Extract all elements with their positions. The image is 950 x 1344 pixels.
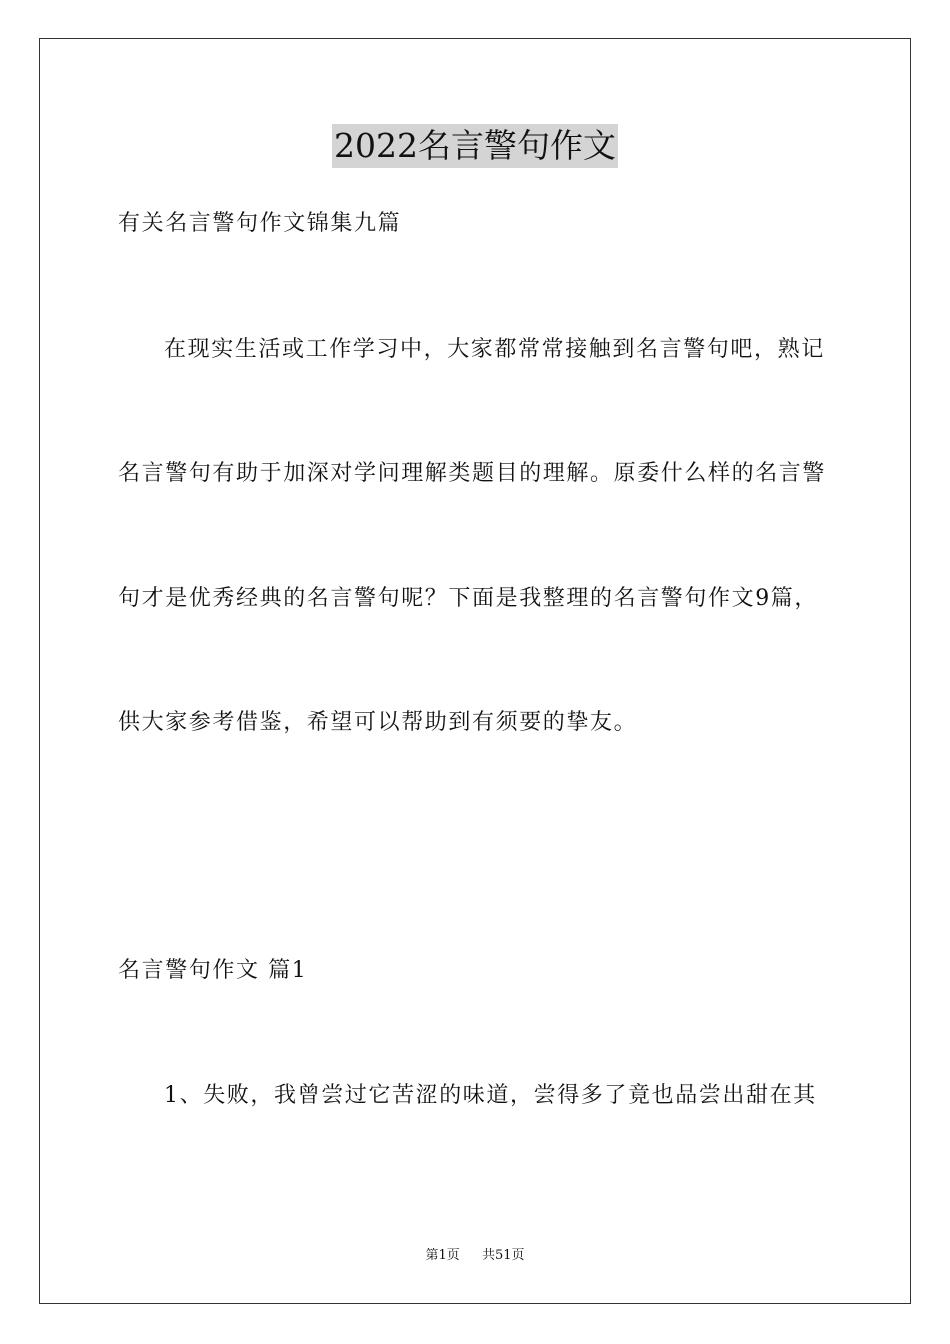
document-subtitle: 有关名言警句作文锦集九篇 [118,211,402,236]
title-container [0,124,950,168]
intro-line-3: 句才是优秀经典的名言警句呢？下面是我整理的名言警句作文9篇， [118,586,818,611]
intro-line-1: 在现实生活或工作学习中，大家都常常接触到名言警句吧，熟记 [164,337,825,362]
intro-line-2: 名言警句有助于加深对学问理解类题目的理解。原委什么样的名言警 [118,461,827,486]
intro-line-4: 供大家参考借鉴，希望可以帮助到有须要的挚友。 [118,710,638,735]
page-footer [0,1247,950,1265]
document-title: 2022名言警句作文 [332,124,618,168]
page-number: 第1页 [425,1248,460,1263]
section-first-line: 1、失败，我曾尝过它苦涩的味道，尝得多了竟也品尝出甜在其 [164,1083,817,1108]
section-heading: 名言警句作文 篇1 [118,958,308,983]
page-total: 共51页 [482,1248,525,1263]
